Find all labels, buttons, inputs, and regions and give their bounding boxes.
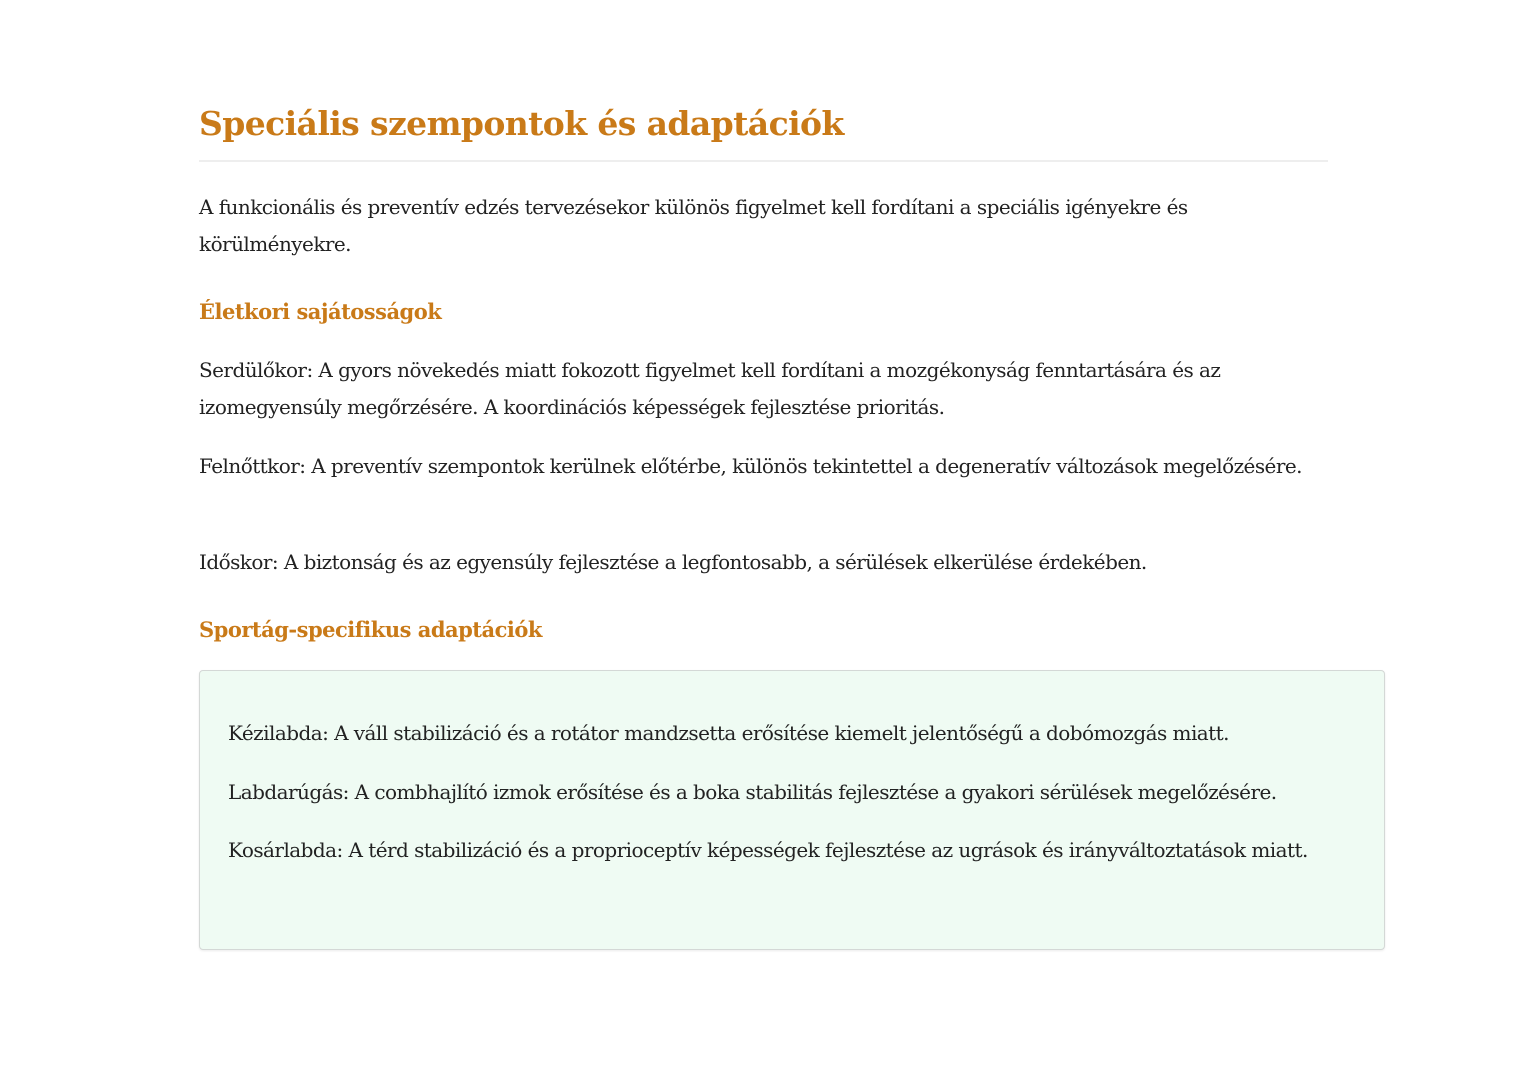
age-item-old-age: Időskor: A biztonság és az egyensúly fejlesztése a legfontosabb, a sérülések elkerülése érdekében. xyxy=(199,550,1147,574)
title-divider xyxy=(199,160,1328,162)
sport-adaptations-box xyxy=(199,670,1385,950)
age-section-heading: Életkori sajátosságok xyxy=(199,299,442,324)
sport-item-handball: Kézilabda: A váll stabilizáció és a rotátor mandzsetta erősítése kiemelt jelentőségű a dobómozgás miatt. xyxy=(228,721,1229,745)
age-item-adolescence: Serdülőkor: A gyors növekedés miatt fokozott figyelmet kell fordítani a mozgékonyság fenntartására és az izomegyensúly megőrzésére. A koordinációs képességek fejlesztése prioritás. xyxy=(199,358,1221,419)
sport-item-basketball: Kosárlabda: A térd stabilizáció és a proprioceptív képességek fejlesztése az ugrások és irányváltoztatások miatt. xyxy=(228,838,1308,862)
page-title: Speciális szempontok és adaptációk xyxy=(199,104,844,143)
sport-section-heading: Sportág-specifikus adaptációk xyxy=(199,617,542,642)
sport-item-football: Labdarúgás: A combhajlító izmok erősítése és a boka stabilitás fejlesztése a gyakori sérülések megelőzésére. xyxy=(228,780,1277,804)
intro-paragraph: A funkcionális és preventív edzés tervezésekor különös figyelmet kell fordítani a speciális igényekre és körülményekre. xyxy=(199,195,1188,256)
age-item-adulthood: Felnőttkor: A preventív szempontok kerülnek előtérbe, különös tekintettel a degeneratív változások megelőzésére. xyxy=(199,454,1302,478)
